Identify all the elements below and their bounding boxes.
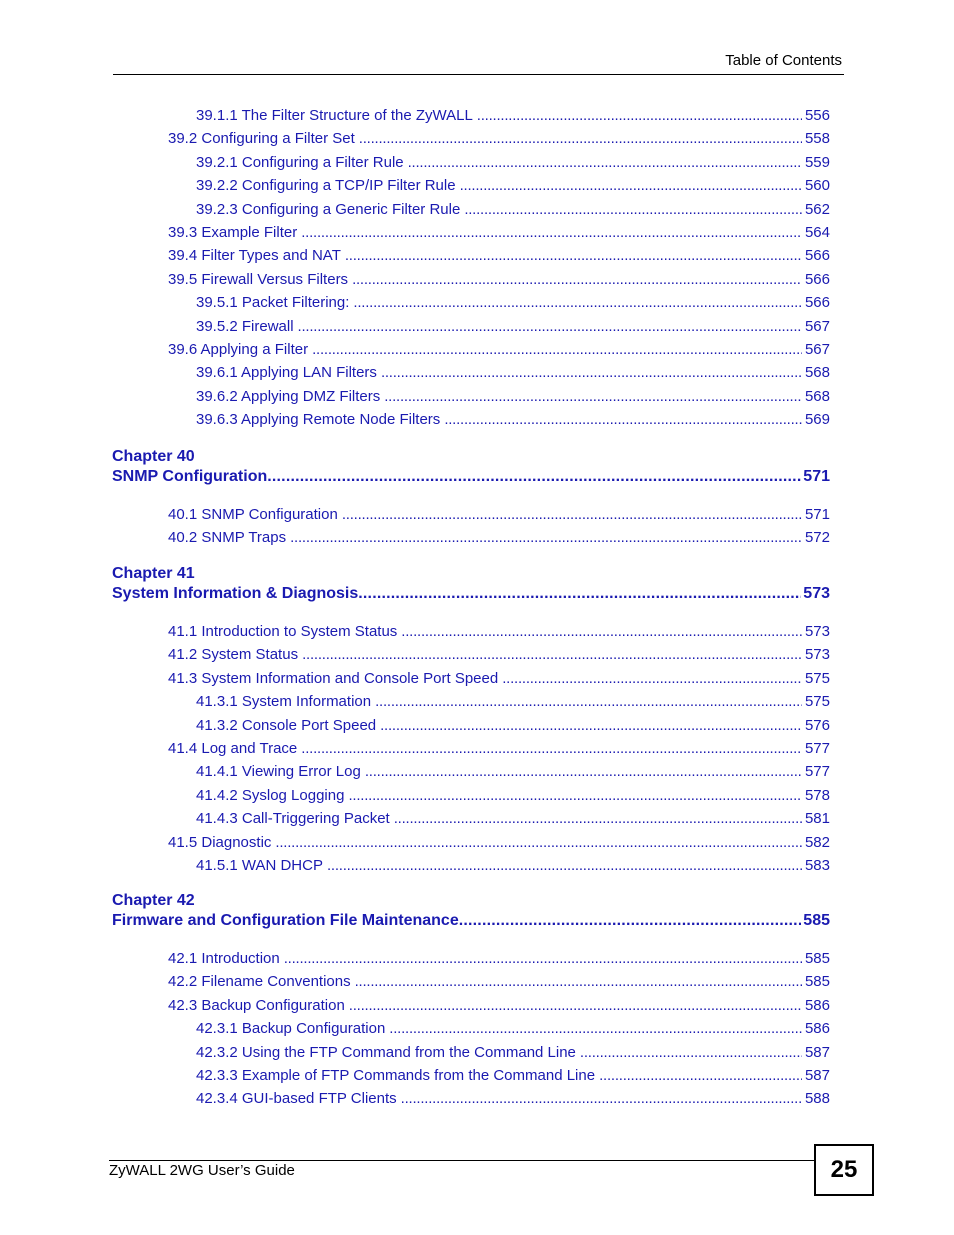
toc-entry-page: 586 xyxy=(804,996,830,1014)
dot-leader xyxy=(349,997,802,1015)
toc-entry[interactable] xyxy=(168,271,830,289)
toc-entry[interactable] xyxy=(196,1020,830,1038)
toc-entry-label: 39.3 Example Filter xyxy=(168,224,298,241)
toc-entry-page: 578 xyxy=(804,786,830,804)
toc-entry-label: 39.2.2 Configuring a TCP/IP Filter Rule xyxy=(196,177,456,195)
toc-entry-page: 581 xyxy=(804,810,830,828)
toc-entry[interactable] xyxy=(168,623,830,641)
toc-entry-label: 42.1 Introduction xyxy=(168,950,280,967)
toc-entry-page: 566 xyxy=(804,270,830,288)
toc-entry-page: 559 xyxy=(804,153,830,171)
toc-entry[interactable] xyxy=(168,341,830,359)
dot-leader xyxy=(359,130,802,148)
toc-entry[interactable] xyxy=(196,810,830,828)
toc-entry-label: 42.3.4 GUI-based FTP Clients xyxy=(196,1090,397,1108)
toc-entry-page: 567 xyxy=(804,317,830,335)
toc-entry[interactable] xyxy=(196,1090,830,1108)
dot-leader xyxy=(298,318,802,336)
chapter-label: Chapter 42 xyxy=(112,892,195,909)
dot-leader xyxy=(444,411,802,429)
chapter-title-page: 573 xyxy=(803,585,830,602)
toc-entry-page: 585 xyxy=(804,950,830,967)
toc-entry[interactable] xyxy=(168,950,830,968)
toc-entry[interactable] xyxy=(196,154,830,172)
dot-leader xyxy=(290,529,802,547)
toc-entry-label: 41.4 Log and Trace xyxy=(168,740,298,757)
dot-leader xyxy=(389,1020,802,1038)
chapter-title-page: 585 xyxy=(803,912,830,929)
toc-entry-page: 558 xyxy=(804,130,830,148)
toc-entry[interactable] xyxy=(168,529,830,547)
toc-entry-label: 41.1 Introduction to System Status xyxy=(168,623,398,640)
toc-entry-label: 39.2.1 Configuring a Filter Rule xyxy=(196,153,404,171)
toc-entry-page: 564 xyxy=(804,224,830,241)
toc-entry[interactable] xyxy=(196,763,830,781)
toc-entry-page: 575 xyxy=(804,693,830,711)
toc-entry[interactable] xyxy=(196,294,830,312)
toc-entry-label: 41.4.3 Call-Triggering Packet xyxy=(196,810,390,828)
toc-entry-label: 41.3 System Information and Console Port Speed xyxy=(168,669,499,687)
chapter-label: Chapter 41 xyxy=(112,565,195,582)
dot-leader xyxy=(599,1067,802,1085)
dot-leader xyxy=(365,763,802,781)
toc-entry[interactable] xyxy=(168,646,830,664)
toc-entry-page: 573 xyxy=(804,623,830,640)
toc-entry[interactable] xyxy=(168,834,830,852)
toc-entry-label: 39.5.2 Firewall xyxy=(196,317,294,335)
toc-entry-page: 582 xyxy=(804,833,830,851)
toc-entry-page: 566 xyxy=(804,294,830,312)
toc-entry-page: 568 xyxy=(804,387,830,405)
dot-leader xyxy=(459,912,802,930)
toc-entry[interactable] xyxy=(168,670,830,688)
toc-entry-label: 39.2.3 Configuring a Generic Filter Rule xyxy=(196,200,461,218)
toc-entry[interactable] xyxy=(196,107,830,125)
dot-leader xyxy=(348,787,802,805)
dot-leader xyxy=(384,388,802,406)
toc-entry-label: 42.3.3 Example of FTP Commands from the Command Line xyxy=(196,1067,596,1084)
page-number: 25 xyxy=(830,1156,858,1183)
toc-entry-label: 39.5.1 Packet Filtering: xyxy=(196,294,350,312)
dot-leader xyxy=(275,834,802,852)
toc-entry[interactable] xyxy=(196,1067,830,1085)
dot-leader xyxy=(301,740,802,758)
dot-leader xyxy=(394,810,802,828)
dot-leader xyxy=(312,341,802,359)
toc-entry-page: 566 xyxy=(804,247,830,265)
toc-entry-page: 577 xyxy=(804,763,830,781)
toc-entry-label: 42.3 Backup Configuration xyxy=(168,996,345,1014)
toc-entry-page: 562 xyxy=(804,200,830,218)
toc-entry[interactable] xyxy=(196,364,830,382)
dot-leader xyxy=(502,670,802,688)
toc-entry-label: 41.5 Diagnostic xyxy=(168,833,272,851)
toc-entry[interactable] xyxy=(168,973,830,991)
toc-entry-label: 42.2 Filename Conventions xyxy=(168,973,351,991)
toc-entry-label: 41.3.2 Console Port Speed xyxy=(196,716,377,734)
toc-entry-label: 39.6 Applying a Filter xyxy=(168,341,309,358)
dot-leader xyxy=(355,973,802,991)
toc-entry-label: 39.4 Filter Types and NAT xyxy=(168,247,341,265)
toc-entry-label: 39.6.1 Applying LAN Filters xyxy=(196,364,377,382)
toc-entry-page: 587 xyxy=(804,1043,830,1061)
chapter-title[interactable] xyxy=(112,912,830,930)
toc-entry-page: 576 xyxy=(804,716,830,734)
toc-entry-page: 568 xyxy=(804,364,830,382)
toc-entry-label: 39.1.1 The Filter Structure of the ZyWALL xyxy=(196,107,473,124)
toc-entry[interactable] xyxy=(168,740,830,758)
toc-entry[interactable] xyxy=(196,201,830,219)
dot-leader xyxy=(464,201,802,219)
toc-entry[interactable] xyxy=(196,787,830,805)
toc-entry[interactable] xyxy=(168,506,830,524)
dot-leader xyxy=(301,224,802,242)
dot-leader xyxy=(408,154,802,172)
toc-entry-label: 41.4.2 Syslog Logging xyxy=(196,786,345,804)
toc-entry-page: 569 xyxy=(804,411,830,429)
dot-leader xyxy=(352,271,802,289)
toc-entry[interactable] xyxy=(168,247,830,265)
toc-entry-page: 575 xyxy=(804,669,830,687)
page-number-box xyxy=(814,1144,874,1196)
chapter-title-label: System Information & Diagnosis xyxy=(112,585,359,602)
toc-entry-page: 588 xyxy=(804,1090,830,1108)
toc-entry[interactable] xyxy=(196,857,830,875)
toc-entry-label: 42.3.2 Using the FTP Command from the Command Line xyxy=(196,1043,576,1061)
dot-leader xyxy=(380,717,802,735)
dot-leader xyxy=(358,585,801,603)
toc-entry-page: 577 xyxy=(804,740,830,757)
dot-leader xyxy=(381,364,802,382)
toc-entry[interactable] xyxy=(196,1044,830,1062)
header-divider xyxy=(113,74,844,75)
toc-entry[interactable] xyxy=(196,411,830,429)
toc-entry-label: 42.3.1 Backup Configuration xyxy=(196,1020,386,1038)
toc-entry-page: 560 xyxy=(804,177,830,195)
toc-entry-label: 39.5 Firewall Versus Filters xyxy=(168,270,349,288)
footer-divider xyxy=(109,1160,815,1161)
chapter-title[interactable] xyxy=(112,585,830,603)
toc-entry[interactable] xyxy=(196,717,830,735)
dot-leader xyxy=(401,623,802,641)
chapter-title[interactable] xyxy=(112,468,830,486)
toc-entry-label: 39.2 Configuring a Filter Set xyxy=(168,130,355,148)
toc-entry-label: 41.2 System Status xyxy=(168,646,299,664)
toc-entry[interactable] xyxy=(196,693,830,711)
chapter-title-label: SNMP Configuration xyxy=(112,468,268,485)
dot-leader xyxy=(580,1044,802,1062)
toc-entry-label: 39.6.3 Applying Remote Node Filters xyxy=(196,411,441,429)
footer-guide-title: ZyWALL 2WG User’s Guide xyxy=(109,1162,295,1179)
toc-entry-label: 39.6.2 Applying DMZ Filters xyxy=(196,387,381,405)
toc-entry[interactable] xyxy=(168,997,830,1015)
dot-leader xyxy=(477,107,802,125)
dot-leader xyxy=(302,646,802,664)
toc-entry-page: 567 xyxy=(804,341,830,358)
toc-entry-label: 40.2 SNMP Traps xyxy=(168,529,287,547)
dot-leader xyxy=(401,1090,802,1108)
toc-entry-label: 41.4.1 Viewing Error Log xyxy=(196,763,361,781)
dot-leader xyxy=(353,294,802,312)
dot-leader xyxy=(284,950,802,968)
toc-entry-page: 587 xyxy=(804,1067,830,1084)
toc-entry-page: 573 xyxy=(804,646,830,664)
toc-entry-page: 585 xyxy=(804,973,830,991)
dot-leader xyxy=(375,693,802,711)
running-header: Table of Contents xyxy=(725,52,842,69)
toc-entry-page: 572 xyxy=(804,529,830,547)
toc-entry[interactable] xyxy=(168,130,830,148)
toc-entry-label: 40.1 SNMP Configuration xyxy=(168,506,338,523)
toc-entry-page: 556 xyxy=(804,107,830,124)
chapter-title-label: Firmware and Configuration File Maintenance xyxy=(112,912,459,929)
chapter-label: Chapter 40 xyxy=(112,448,195,465)
toc-entry[interactable] xyxy=(196,177,830,195)
toc-entry-page: 571 xyxy=(804,506,830,523)
toc-entry-page: 586 xyxy=(804,1020,830,1038)
dot-leader xyxy=(327,857,802,875)
toc-entry[interactable] xyxy=(196,388,830,406)
toc-entry-label: 41.5.1 WAN DHCP xyxy=(196,857,323,874)
dot-leader xyxy=(345,247,802,265)
chapter-title-page: 571 xyxy=(803,468,830,485)
toc-entry[interactable] xyxy=(168,224,830,242)
dot-leader xyxy=(267,468,801,486)
toc-entry-label: 41.3.1 System Information xyxy=(196,693,372,711)
dot-leader xyxy=(342,506,802,524)
toc-entry[interactable] xyxy=(196,318,830,336)
toc-entry-page: 583 xyxy=(804,857,830,874)
dot-leader xyxy=(460,177,802,195)
